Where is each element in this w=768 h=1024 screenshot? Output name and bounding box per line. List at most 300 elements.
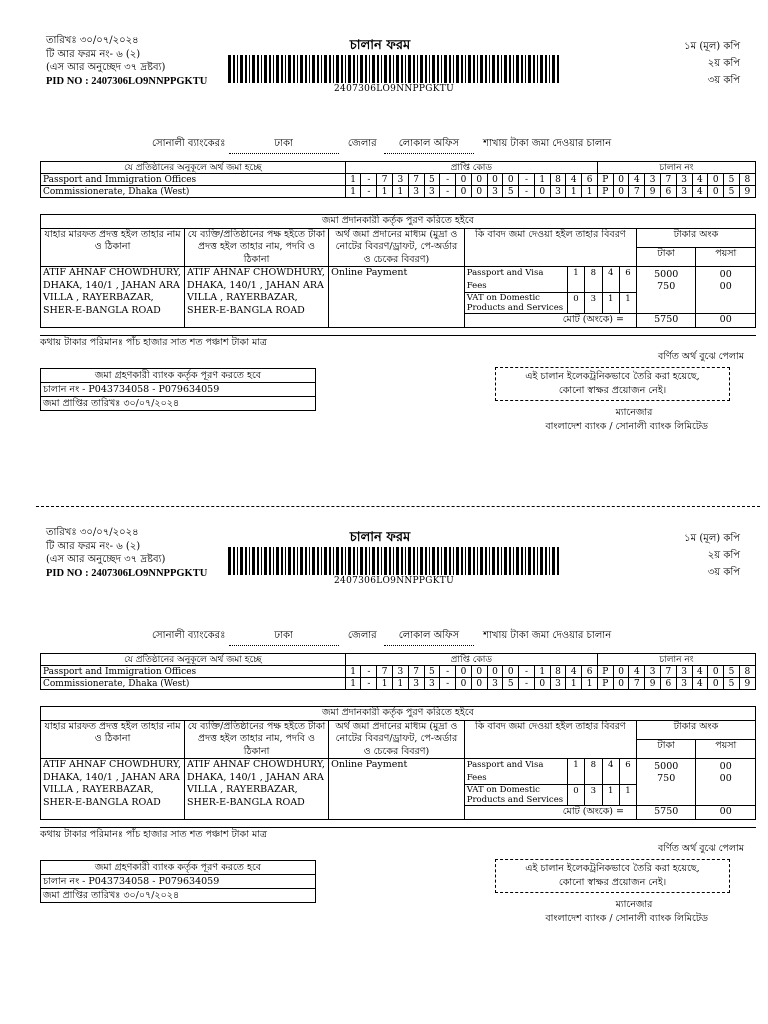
barcode-bar — [381, 547, 382, 575]
barcode-bar — [489, 547, 490, 575]
payment-mode: Online Payment — [329, 759, 465, 820]
code-digit: - — [361, 174, 377, 186]
mode-header: অর্থ জমা প্রদানের মাধ্যম (মুদ্রা ও নোটের বিবরণ/ড্রাফট, পে-অর্ডার ও চেকের বিবরণ) — [329, 720, 465, 759]
code-digit: 0 — [503, 174, 519, 186]
barcode-bar — [480, 547, 483, 575]
barcode-bar — [425, 55, 427, 83]
barcode-bar — [441, 55, 442, 83]
code-digit: 4 — [566, 666, 582, 678]
challan-digit: P — [597, 678, 613, 690]
code-digit: 1 — [345, 174, 361, 186]
barcode-bar — [249, 55, 250, 83]
org-header: যে প্রতিষ্ঠানের অনুকূলে অর্থ জমা হচ্ছে — [41, 654, 346, 666]
code-digit: 5 — [424, 174, 440, 186]
code-digit: 6 — [582, 174, 598, 186]
code-digit: 0 — [456, 678, 472, 690]
fee-row — [465, 759, 636, 785]
electronic-note — [495, 367, 730, 401]
code-digit: 3 — [392, 666, 408, 678]
barcode-bar — [377, 547, 379, 575]
form-title: চালান ফরম — [349, 38, 411, 53]
via-header: যাহার মারফত প্রদত্ত হইল তাহার নাম ও ঠিকানা — [41, 720, 185, 759]
barcode-bar — [429, 55, 430, 83]
barcode-bar — [525, 547, 526, 575]
challan-digit: 5 — [724, 174, 740, 186]
code-digit: 0 — [503, 666, 519, 678]
total-poisa: 00 — [696, 806, 756, 820]
barcode-bar — [393, 547, 394, 575]
barcode-bar — [252, 547, 255, 575]
barcode-bar — [237, 547, 238, 575]
depositor-header: জমা প্রদানকারী কর্তৃক পুরণ করিতে হইবে — [41, 215, 756, 229]
barcode-bar — [341, 55, 343, 83]
code-digit: 1 — [534, 666, 550, 678]
purpose-header: কি বাবদ জমা দেওয়া হইল তাহার বিবরণ — [464, 228, 636, 267]
code-digit: 3 — [408, 678, 424, 690]
code-digit: - — [440, 678, 456, 690]
barcode-bar — [417, 547, 418, 575]
barcode-bar — [549, 547, 550, 575]
via-address: ATIF AHNAF CHOWDHURY, DHAKA, 140/1 , JAHAN ARA VILLA , RAYERBAZAR, SHER-E-BANGLA ROAD — [41, 759, 185, 820]
barcode-bar — [360, 547, 363, 575]
challan-digit: 6 — [661, 678, 677, 690]
barcode-bar — [240, 55, 243, 83]
barcode-bar — [401, 55, 403, 83]
copy-label-third: ৩য় কপি — [707, 567, 740, 578]
district-value: ঢাকা — [229, 136, 339, 154]
barcode-bar — [228, 547, 231, 575]
challan-header: চালান নং — [597, 162, 755, 174]
received-label: বর্ণিত অর্থ বুঝে পেলাম — [657, 843, 744, 854]
org-name: Commissionerate, Dhaka (West) — [41, 678, 346, 690]
code-digit: - — [519, 186, 535, 198]
date-text: তারিখঃ ৩০/০৭/২০২৪ — [46, 35, 139, 46]
barcode-bar — [528, 547, 531, 575]
copy-labels — [650, 38, 740, 89]
barcode-image — [228, 547, 560, 575]
via-header: যাহার মারফত প্রদত্ত হইল তাহার নাম ও ঠিকানা — [41, 228, 185, 267]
challan-digit: 9 — [645, 186, 661, 198]
barcode-bar — [324, 547, 327, 575]
fee-row — [465, 785, 636, 806]
fee-code-digit: 6 — [619, 267, 636, 293]
behalf-address: ATIF AHNAF CHOWDHURY, DHAKA, 140/1 , JAHAN ARA VILLA , RAYERBAZAR, SHER-E-BANGLA ROAD — [185, 759, 329, 820]
amount-header: টাকার অংক — [636, 228, 755, 247]
code-digit: - — [519, 174, 535, 186]
barcode-bar — [384, 55, 387, 83]
barcode-bar — [321, 547, 322, 575]
code-digit: 3 — [487, 678, 503, 690]
fee-taka: 5000 — [654, 269, 679, 280]
fees-cell — [464, 267, 636, 314]
barcode-bar — [269, 547, 271, 575]
pid-number: PID NO : 2407306LO9NNPPGKTU — [46, 75, 208, 87]
barcode-bar — [381, 55, 382, 83]
rule-reference: (এস আর অনুচ্ছেদ ৩৭ দ্রষ্টব্য) — [46, 62, 166, 73]
barcode-bar — [324, 55, 327, 83]
code-digit: 1 — [392, 678, 408, 690]
barcode-bar — [233, 55, 235, 83]
barcode-bar — [516, 55, 519, 83]
code-digit: 1 — [566, 186, 582, 198]
barcode-bar — [257, 55, 259, 83]
code-digit: 0 — [456, 186, 472, 198]
barcode-bar — [245, 55, 247, 83]
code-digit: 8 — [550, 666, 566, 678]
fee-poisa: 00 — [719, 281, 732, 292]
challan-digit: 0 — [613, 666, 629, 678]
poisa-values — [696, 267, 756, 314]
total-taka: 5750 — [636, 314, 695, 328]
challan-digit: 3 — [676, 678, 692, 690]
code-digit: 3 — [424, 678, 440, 690]
challan-digit: 3 — [645, 666, 661, 678]
barcode-bar — [293, 547, 295, 575]
code-row — [41, 186, 756, 198]
fee-label: VAT on Domestic Products and Services — [465, 293, 568, 314]
barcode-bar — [413, 547, 415, 575]
barcode-bar — [333, 55, 334, 83]
barcode-bar — [477, 55, 478, 83]
challan-digit: 3 — [645, 174, 661, 186]
fee-code-digit: 1 — [567, 267, 584, 293]
barcode-bar — [321, 55, 322, 83]
challan-header: চালান নং — [597, 654, 755, 666]
copy-label-second: ২য় কপি — [707, 58, 740, 69]
barcode-bar — [429, 547, 430, 575]
barcode-bar — [369, 547, 370, 575]
code-digit: 3 — [392, 174, 408, 186]
barcode-image — [228, 55, 560, 83]
org-name: Passport and Immigration Offices — [41, 666, 346, 678]
code-digit: 1 — [345, 678, 361, 690]
barcode-bar — [492, 547, 495, 575]
code-digit: 5 — [503, 678, 519, 690]
code-digit: 0 — [487, 174, 503, 186]
code-digit: 7 — [377, 174, 393, 186]
fee-label: VAT on Domestic Products and Services — [465, 785, 568, 806]
code-digit: - — [519, 666, 535, 678]
barcode-bar — [405, 547, 406, 575]
form-number: টি আর ফরম নং- ৬ (২) — [46, 540, 141, 552]
barcode-bar — [329, 55, 331, 83]
barcode-bar — [377, 55, 379, 83]
electronic-note-line: এই চালান ইলেকট্রনিকভাবে তৈরি করা হয়েছে, — [525, 863, 700, 874]
bank-line — [152, 628, 611, 646]
challan-digit: 3 — [676, 174, 692, 186]
barcode-bar — [312, 547, 315, 575]
barcode-bar — [528, 55, 531, 83]
barcode-bar — [273, 547, 274, 575]
code-digit: 3 — [408, 186, 424, 198]
barcode-bar — [245, 547, 247, 575]
barcode-bar — [309, 55, 310, 83]
code-table — [40, 161, 756, 198]
code-digit: 7 — [377, 666, 393, 678]
barcode-bar — [264, 55, 267, 83]
depositor-header: জমা প্রদানকারী কর্তৃক পুরণ করিতে হইবে — [41, 707, 756, 721]
code-digit: - — [440, 186, 456, 198]
barcode-bar — [552, 55, 555, 83]
barcode-text: 2407306LO9NNPPGKTU — [334, 84, 454, 94]
code-digit: 1 — [345, 666, 361, 678]
barcode-bar — [288, 547, 291, 575]
barcode-bar — [317, 55, 319, 83]
taka-header: টাকা — [636, 247, 695, 266]
barcode-bar — [293, 55, 295, 83]
challan-digit: 7 — [629, 678, 645, 690]
barcode-bar — [401, 547, 403, 575]
challan-digit: 0 — [613, 186, 629, 198]
barcode-bar — [540, 55, 543, 83]
barcode-bar — [456, 547, 459, 575]
amount-in-words: কথায় টাকার পরিমানঃ পাঁচ হাজার সাত শত পঞ্চাশ টাকা মাত্র — [40, 827, 756, 843]
barcode-bar — [465, 547, 466, 575]
fee-poisa: 00 — [719, 773, 732, 784]
code-digit: 0 — [471, 678, 487, 690]
code-digit: - — [440, 666, 456, 678]
barcode-bar — [449, 55, 451, 83]
barcode-bar — [353, 547, 355, 575]
challan-digit: 7 — [661, 174, 677, 186]
challan-digit: 5 — [724, 186, 740, 198]
barcode-bar — [408, 55, 411, 83]
challan-digit: 5 — [724, 678, 740, 690]
barcode-bar — [285, 547, 286, 575]
barcode-bar — [384, 547, 387, 575]
code-digit: 1 — [534, 174, 550, 186]
code-digit: 7 — [408, 666, 424, 678]
code-digit: 3 — [550, 186, 566, 198]
challan-digit: 0 — [708, 666, 724, 678]
barcode-bar — [432, 55, 435, 83]
barcode-bar — [372, 547, 375, 575]
district-value: ঢাকা — [229, 628, 339, 646]
barcode-bar — [257, 547, 259, 575]
barcode-bar — [477, 547, 478, 575]
barcode-bar — [504, 547, 507, 575]
challan-copy-bottom — [0, 520, 768, 990]
code-digit: 0 — [471, 666, 487, 678]
code-digit: 1 — [377, 678, 393, 690]
challan-digit: 9 — [739, 186, 755, 198]
code-row — [41, 666, 756, 678]
bank-box — [40, 368, 316, 411]
behalf-header: যে ব্যক্তি/প্রতিষ্ঠানের পক্ষ হইতে টাকা প্রদত্ত হইল তাহার নাম, পদবি ও ঠিকানা — [185, 228, 329, 267]
challan-digit: 5 — [724, 666, 740, 678]
barcode-bar — [468, 547, 471, 575]
code-digit: 1 — [345, 186, 361, 198]
code-digit: 5 — [424, 666, 440, 678]
barcode-bar — [357, 55, 358, 83]
code-digit: - — [361, 678, 377, 690]
behalf-address: ATIF AHNAF CHOWDHURY, DHAKA, 140/1 , JAHAN ARA VILLA , RAYERBAZAR, SHER-E-BANGLA ROAD — [185, 267, 329, 328]
barcode-bar — [228, 55, 231, 83]
challan-digit: 4 — [692, 186, 708, 198]
barcode-bar — [473, 547, 475, 575]
barcode-bar — [456, 55, 459, 83]
electronic-note — [495, 859, 730, 893]
barcode-bar — [297, 547, 298, 575]
barcode-bar — [297, 55, 298, 83]
barcode-bar — [285, 55, 286, 83]
org-name: Passport and Immigration Offices — [41, 174, 346, 186]
code-row — [41, 678, 756, 690]
depositor-table — [40, 214, 756, 338]
barcode-bar — [393, 55, 394, 83]
code-digit: 1 — [582, 678, 598, 690]
barcode-bar — [360, 55, 363, 83]
barcode-bar — [485, 547, 487, 575]
barcode-bar — [489, 55, 490, 83]
barcode-bar — [432, 547, 435, 575]
bank-box-header: জমা গ্রহণকারী ব্যাংক কর্তৃক পূরণ করতে হবে — [41, 369, 316, 383]
branch-label: শাখায় টাকা জমা দেওয়ার চালান — [483, 630, 612, 641]
fee-code-digit: 3 — [585, 293, 602, 314]
fee-code-digit: 6 — [619, 759, 636, 785]
amount-header: টাকার অংক — [636, 720, 755, 739]
barcode-bar — [509, 55, 511, 83]
code-digit: 1 — [392, 186, 408, 198]
barcode-bar — [425, 547, 427, 575]
barcode-bar — [417, 55, 418, 83]
fee-taka: 5000 — [654, 761, 679, 772]
bank-box-date: জমা প্রাপ্তির তারিখঃ ৩০/০৭/২০২৪ — [41, 889, 316, 903]
barcode-bar — [336, 547, 339, 575]
pid-number: PID NO : 2407306LO9NNPPGKTU — [46, 567, 208, 579]
fee-row — [465, 267, 636, 293]
fee-code-digit: 1 — [602, 785, 619, 806]
branch-value: লোকাল অফিস — [384, 136, 474, 154]
barcode-bar — [513, 547, 514, 575]
fee-label: Passport and Visa Fees — [465, 759, 568, 785]
barcode-bar — [501, 55, 502, 83]
barcode-bar — [305, 547, 307, 575]
barcode-bar — [437, 55, 439, 83]
barcode-bar — [261, 55, 262, 83]
code-digit: 5 — [503, 186, 519, 198]
barcode-bar — [557, 55, 559, 83]
district-label: জেলার — [347, 138, 377, 149]
barcode-bar — [513, 55, 514, 83]
challan-digit: P — [597, 186, 613, 198]
bank-name: বাংলাদেশ ব্যাংক / সোনালী ব্যাংক লিমিটেড — [545, 421, 708, 432]
barcode-bar — [545, 55, 547, 83]
challan-digit: 4 — [692, 666, 708, 678]
barcode-bar — [288, 55, 291, 83]
challan-digit: 3 — [676, 666, 692, 678]
barcode-bar — [237, 55, 238, 83]
barcode-bar — [345, 55, 346, 83]
barcode-bar — [312, 55, 315, 83]
barcode-bar — [252, 55, 255, 83]
barcode-bar — [353, 55, 355, 83]
barcode-bar — [420, 55, 423, 83]
barcode-bar — [441, 547, 442, 575]
bank-label: সোনালী ব্যাংকেরঃ — [152, 630, 226, 641]
copy-label-original: ১ম (মূল) কপি — [684, 41, 740, 52]
form-title: চালান ফরম — [349, 530, 411, 545]
bank-line — [152, 136, 611, 154]
header-left — [46, 34, 207, 88]
barcode-bar — [521, 547, 523, 575]
challan-digit: 4 — [629, 666, 645, 678]
fee-row — [465, 293, 636, 314]
taka-values — [636, 759, 695, 806]
barcode-bar — [504, 55, 507, 83]
challan-digit: 7 — [661, 666, 677, 678]
barcode-bar — [348, 547, 351, 575]
via-address: ATIF AHNAF CHOWDHURY, DHAKA, 140/1 , JAHAN ARA VILLA , RAYERBAZAR, SHER-E-BANGLA ROAD — [41, 267, 185, 328]
barcode-bar — [233, 547, 235, 575]
barcode-bar — [309, 547, 310, 575]
fee-code-digit: 1 — [602, 293, 619, 314]
barcode-bar — [533, 55, 535, 83]
code-digit: 6 — [582, 666, 598, 678]
barcode-bar — [276, 55, 279, 83]
fee-code-digit: 8 — [585, 267, 602, 293]
fee-code-digit: 1 — [619, 785, 636, 806]
barcode-bar — [537, 55, 538, 83]
code-header: প্রাপ্তি কোড — [345, 162, 597, 174]
barcode-bar — [276, 547, 279, 575]
header-left — [46, 526, 207, 580]
poisa-header: পয়সা — [696, 739, 756, 758]
barcode-bar — [449, 547, 451, 575]
barcode-bar — [420, 547, 423, 575]
total-label: মোট (অংকে) = — [464, 806, 636, 820]
barcode-bar — [501, 547, 502, 575]
code-digit: 0 — [534, 678, 550, 690]
total-taka: 5750 — [636, 806, 695, 820]
challan-copy-top — [0, 28, 768, 498]
code-digit: 0 — [456, 666, 472, 678]
fee-code-digit: 4 — [602, 759, 619, 785]
barcode-bar — [281, 55, 283, 83]
barcode-bar — [300, 55, 303, 83]
code-digit: - — [519, 678, 535, 690]
barcode-bar — [509, 547, 511, 575]
code-digit: 7 — [408, 174, 424, 186]
barcode-bar — [365, 55, 367, 83]
branch-label: শাখায় টাকা জমা দেওয়ার চালান — [483, 138, 612, 149]
bank-box-date: জমা প্রাপ্তির তারিখঃ ৩০/০৭/২০২৪ — [41, 397, 316, 411]
barcode-bar — [273, 55, 274, 83]
code-digit: - — [440, 174, 456, 186]
fee-code-digit: 0 — [567, 785, 584, 806]
barcode-bar — [345, 547, 346, 575]
electronic-note-line: এই চালান ইলেকট্রনিকভাবে তৈরি করা হয়েছে, — [525, 371, 700, 382]
code-digit: 0 — [534, 186, 550, 198]
fee-poisa: 00 — [719, 761, 732, 772]
barcode-bar — [549, 55, 550, 83]
copy-labels — [650, 530, 740, 581]
barcode-bar — [461, 55, 463, 83]
fee-code-digit: 0 — [567, 293, 584, 314]
barcode-bar — [497, 55, 499, 83]
barcode-bar — [365, 547, 367, 575]
amount-in-words: কথায় টাকার পরিমানঃ পাঁচ হাজার সাত শত পঞ্চাশ টাকা মাত্র — [40, 335, 756, 351]
code-digit: - — [361, 666, 377, 678]
code-digit: 4 — [566, 174, 582, 186]
challan-digit: 0 — [613, 678, 629, 690]
poisa-values — [696, 759, 756, 806]
electronic-note-line: কোনো স্বাক্ষর প্রয়োজন নেই। — [558, 877, 667, 888]
electronic-note-line: কোনো স্বাক্ষর প্রয়োজন নেই। — [558, 385, 667, 396]
barcode-text: 2407306LO9NNPPGKTU — [334, 576, 454, 586]
barcode-bar — [413, 55, 415, 83]
total-poisa: 00 — [696, 314, 756, 328]
